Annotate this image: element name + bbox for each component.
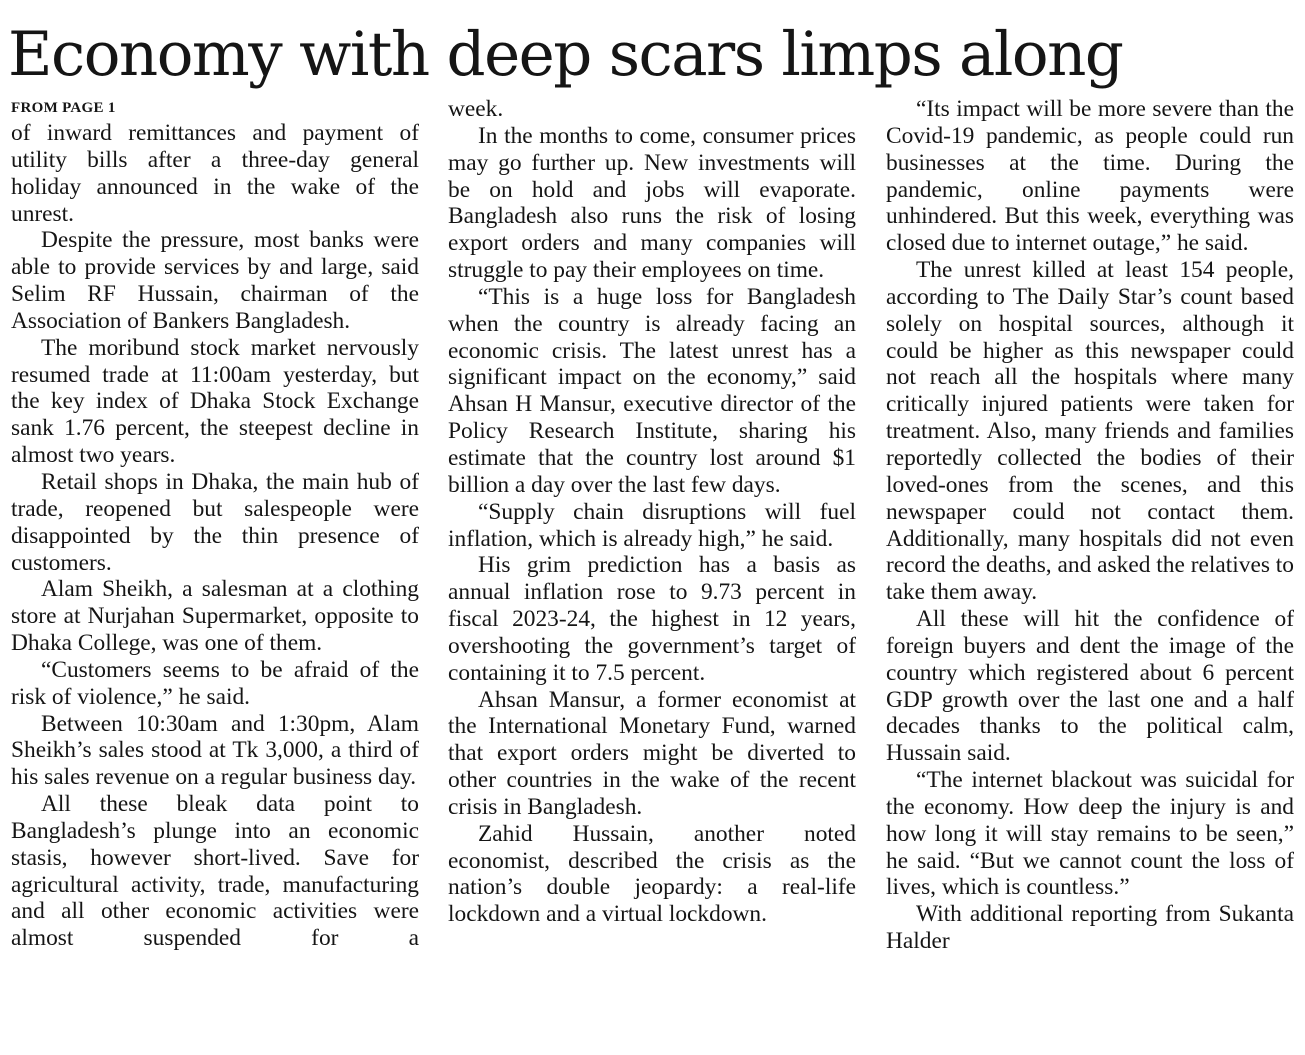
paragraph: Retail shops in Dhaka, the main hub of trade, reopened but salespeople were disappointed by the thin presence of customers. xyxy=(11,468,419,576)
paragraph: Despite the pressure, most banks were able to provide services by and large, said Selim RF Hussain, chairman of the Association of Bankers Bangladesh. xyxy=(11,227,419,334)
paragraph: “Its impact will be more severe than the Covid-19 pandemic, as people could run businesses at the time. During the pandemic, online payments were unhindered. But this week, everything was closed due to internet outage,” he said. xyxy=(886,96,1294,257)
paragraph: All these bleak data point to Bangladesh’s plunge into an economic stasis, however short-lived. Save for agricultural activity, trade, manufacturing and all other economic activities were almost suspended for a xyxy=(11,791,419,952)
paragraph: of inward remittances and payment of utility bills after a three-day general holiday announced in the wake of the unrest. xyxy=(11,120,419,227)
paragraph: Between 10:30am and 1:30pm, Alam Sheikh’s sales stood at Tk 3,000, a third of his sales revenue on a regular business day. xyxy=(11,710,419,791)
continuation-kicker: FROM PAGE 1 xyxy=(11,100,116,116)
paragraph: “Customers seems to be afraid of the risk of violence,” he said. xyxy=(11,656,419,710)
paragraph: Alam Sheikh, a salesman at a clothing store at Nurjahan Supermarket, opposite to Dhaka College, was one of them. xyxy=(11,576,419,657)
paragraph: “The internet blackout was suicidal for the economy. How deep the injury is and how long it will stay remains to be seen,” he said. “But we cannot count the loss of lives, which is countless.” xyxy=(886,767,1294,901)
paragraph: The unrest killed at least 154 people, according to The Daily Star’s count based solely on hospital sources, although it could be higher as this newspaper could not reach all the hospitals where many critically injured patients were taken for treatment. Also, many friends and families reportedly collected the bodies of their loved-ones from the scenes, and this newspaper could not contact them. Additionally, many hospitals did not even record the deaths, and asked the relatives to take them away. xyxy=(886,257,1294,606)
paragraph: All these will hit the confidence of foreign buyers and dent the image of the country which registered about 6 percent GDP growth over the last one and a half decades thanks to the political calm, Hussain said. xyxy=(886,606,1294,767)
paragraph: “Supply chain disruptions will fuel inflation, which is already high,” he said. xyxy=(448,498,856,552)
paragraph: The moribund stock market nervously resumed trade at 11:00am yesterday, but the key index of Dhaka Stock Exchange sank 1.76 percent, the steepest decline in almost two years. xyxy=(11,334,419,469)
paragraph: week. xyxy=(448,96,504,122)
article-column-3 xyxy=(886,96,1294,1046)
paragraph: In the months to come, consumer prices may go further up. New investments will be on hold and jobs will evaporate. Bangladesh also runs the risk of losing export orders and many companies will struggle to pay their employees on time. xyxy=(448,122,856,284)
paragraph: His grim prediction has a basis as annual inflation rose to 9.73 percent in fiscal 2023-24, the highest in 12 years, overshooting the government’s target of containing it to 7.5 percent. xyxy=(448,552,856,686)
article-column-1 xyxy=(11,96,419,1046)
article-column-2 xyxy=(448,96,856,1046)
paragraph: Ahsan Mansur, a former economist at the International Monetary Fund, warned that export orders might be diverted to other countries in the wake of the recent crisis in Bangladesh. xyxy=(448,686,856,820)
paragraph: Zahid Hussain, another noted economist, described the crisis as the nation’s double jeopardy: a real-life lockdown and a virtual lockdown. xyxy=(448,820,856,928)
reporting-credit: With additional reporting from Sukanta Halder xyxy=(886,901,1294,955)
paragraph: “This is a huge loss for Bangladesh when the country is already facing an economic crisis. The latest unrest has a significant impact on the economy,” said Ahsan H Mansur, executive director of the Policy Research Institute, sharing his estimate that the country lost around $1 billion a day over the last few days. xyxy=(448,283,856,498)
headline: Economy with deep scars limps along xyxy=(8,19,1123,90)
